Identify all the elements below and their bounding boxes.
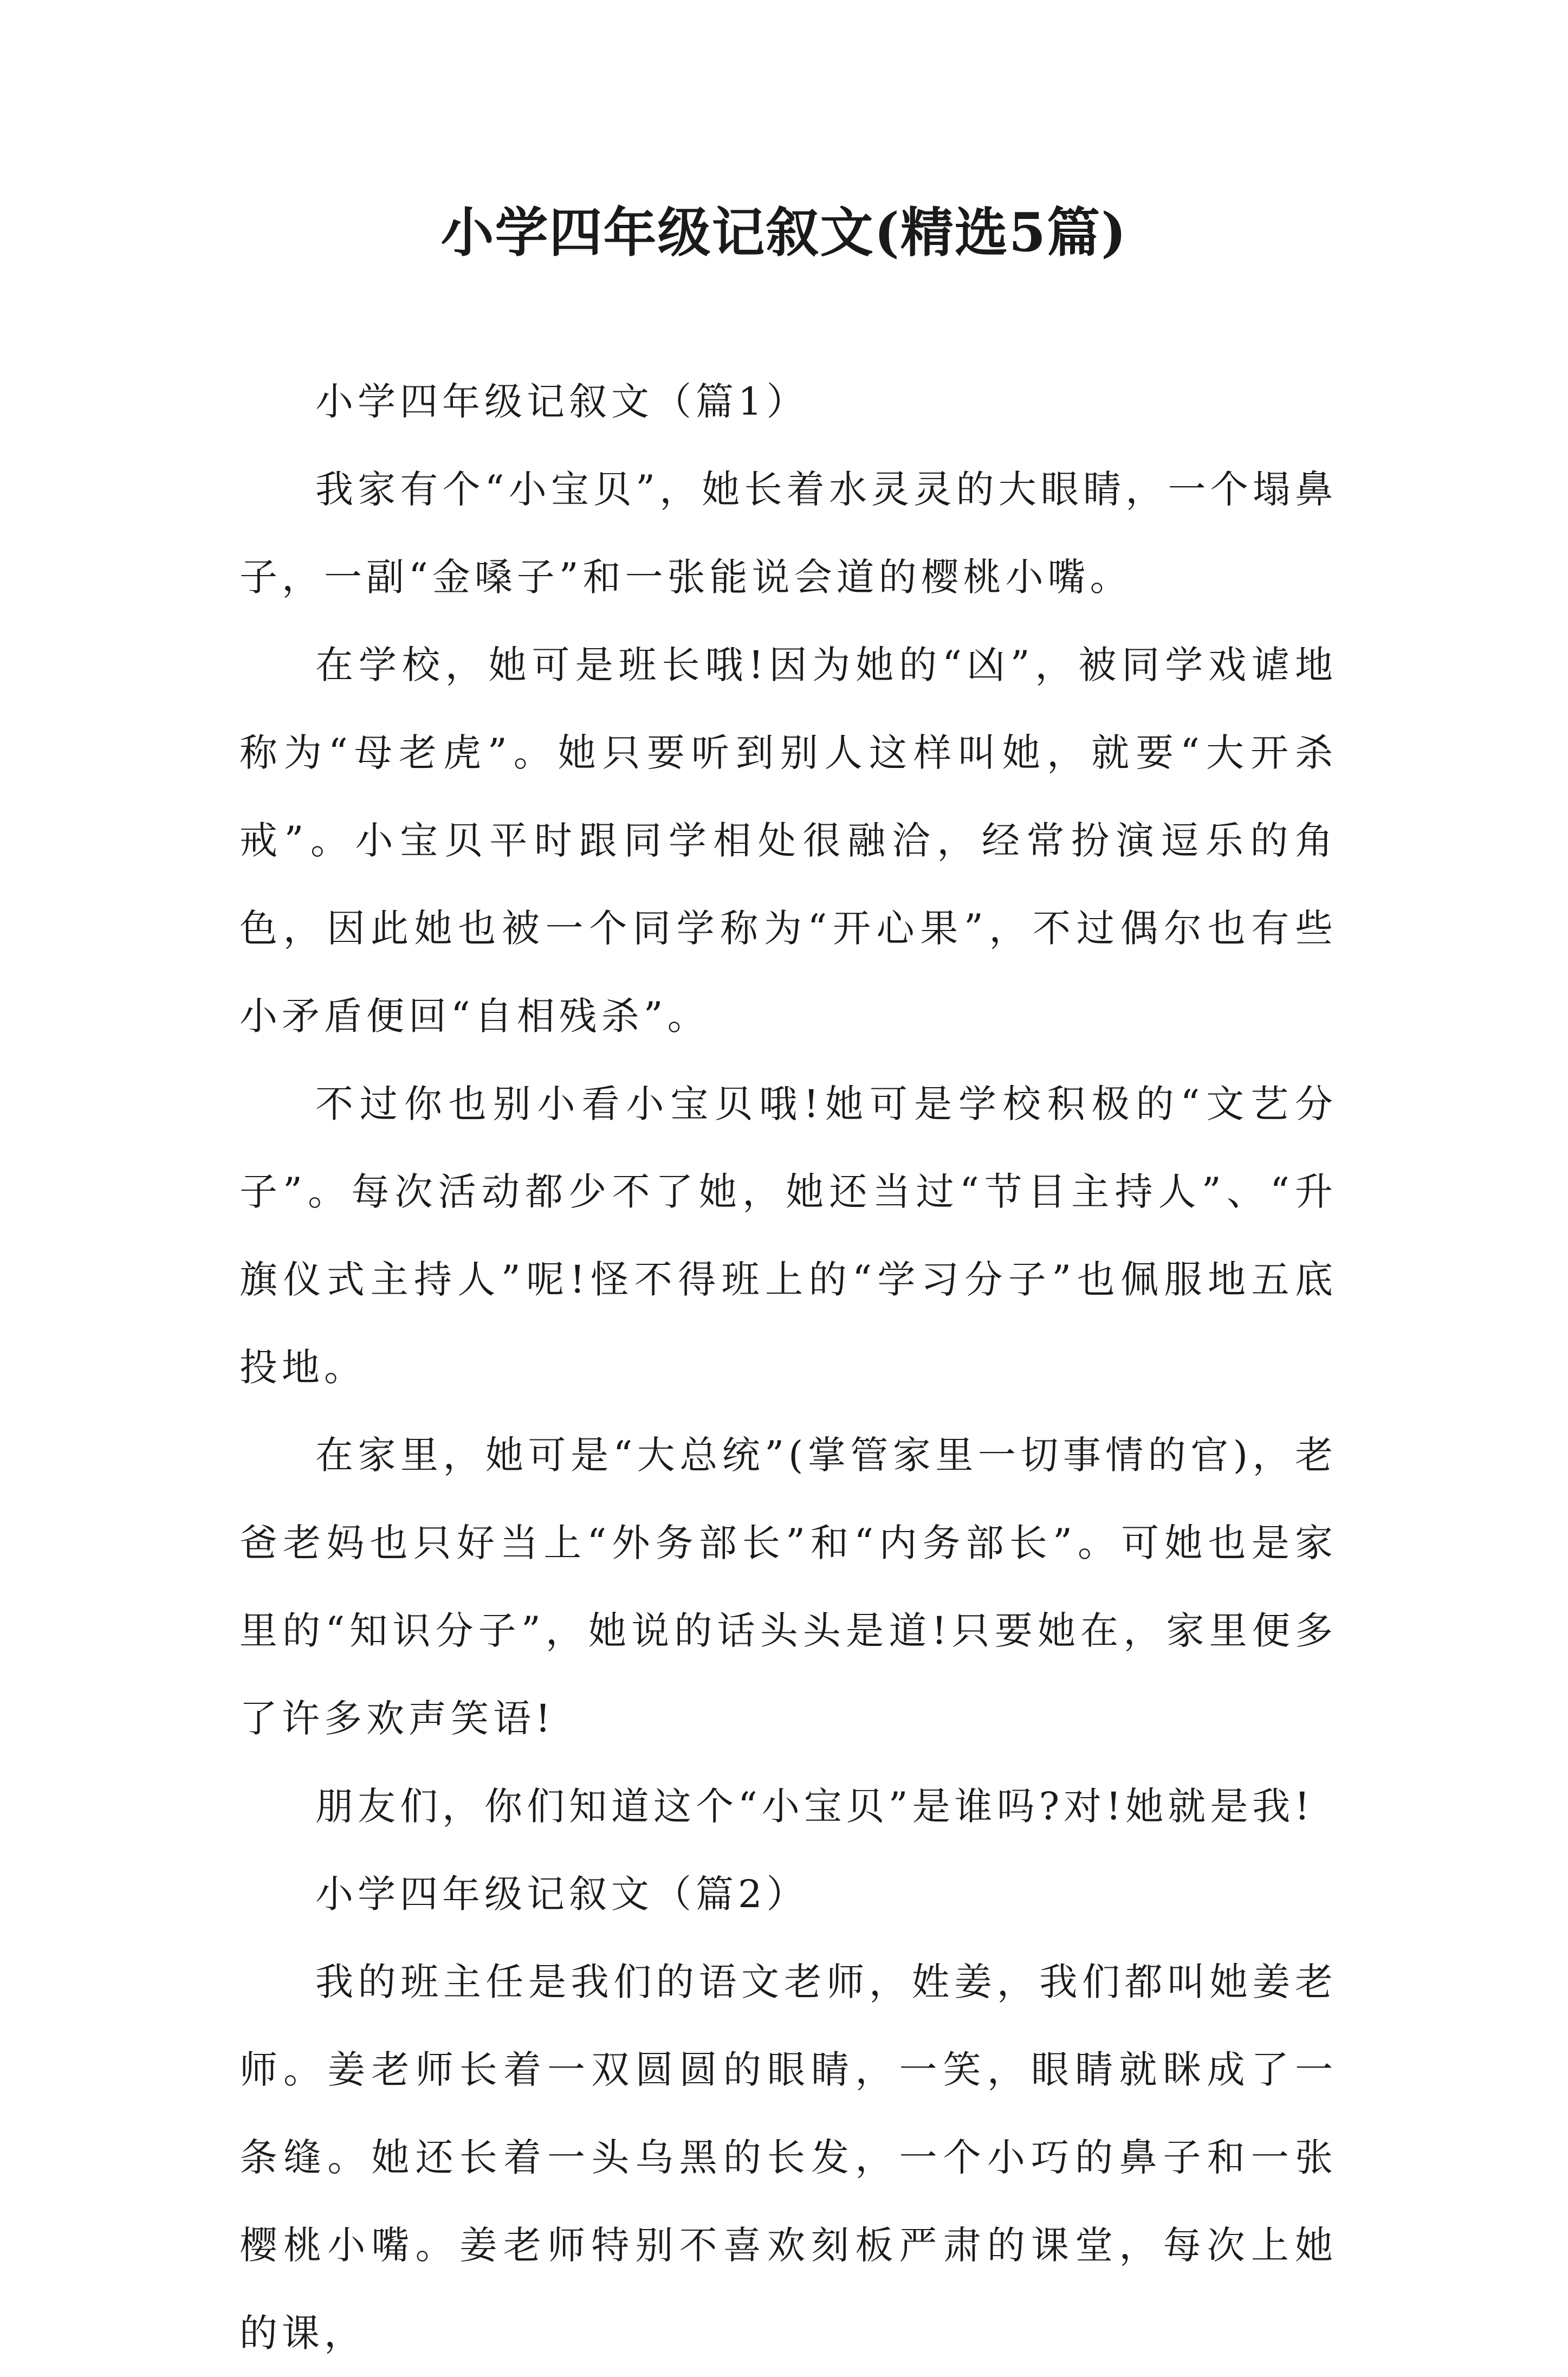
- paragraph: 我的班主任是我们的语文老师，姓姜，我们都叫她姜老师。姜老师长着一双圆圆的眼睛，一笑，眼睛就眯成了一条缝。她还长着一头乌黑的长发，一个小巧的鼻子和一张樱桃小嘴。姜老师特别不喜欢刻板严肃的课堂，每次上她的课，: [239, 1960, 1337, 2355]
- paragraph: 在家里，她可是“大总统”(掌管家里一切事情的官)，老爸老妈也只好当上“外务部长”和“内务部长”。可她也是家里的“知识分子”，她说的话头头是道!只要她在，家里便多了许多欢声笑语!: [239, 1433, 1337, 1741]
- paragraph: 不过你也别小看小宝贝哦!她可是学校积极的“文艺分子”。每次活动都少不了她，她还当过“节目主持人”、“升旗仪式主持人”呢!怪不得班上的“学习分子”也佩服地五底投地。: [239, 1082, 1337, 1390]
- section-heading-2: 小学四年级记叙文（篇2）: [315, 1872, 809, 1916]
- paragraph: 朋友们，你们知道这个“小宝贝”是谁吗?对!她就是我!: [315, 1784, 1314, 1829]
- paragraph: 在学校，她可是班长哦!因为她的“凶”，被同学戏谑地称为“母老虎”。她只要听到别人这样叫她，就要“大开杀戒”。小宝贝平时跟同学相处很融洽，经常扮演逗乐的角色，因此她也被一个同学称为“开心果”，不过偶尔也有些小矛盾便回“自相残杀”。: [239, 643, 1337, 1038]
- section-heading-1: 小学四年级记叙文（篇1）: [315, 379, 809, 424]
- paragraph: 我家有个“小宝贝”，她长着水灵灵的大眼睛，一个塌鼻子，一副“金嗓子”和一张能说会道的樱桃小嘴。: [239, 467, 1337, 599]
- document-title: 小学四年级记叙文(精选5篇): [440, 202, 1128, 264]
- document-body: [239, 358, 1337, 2377]
